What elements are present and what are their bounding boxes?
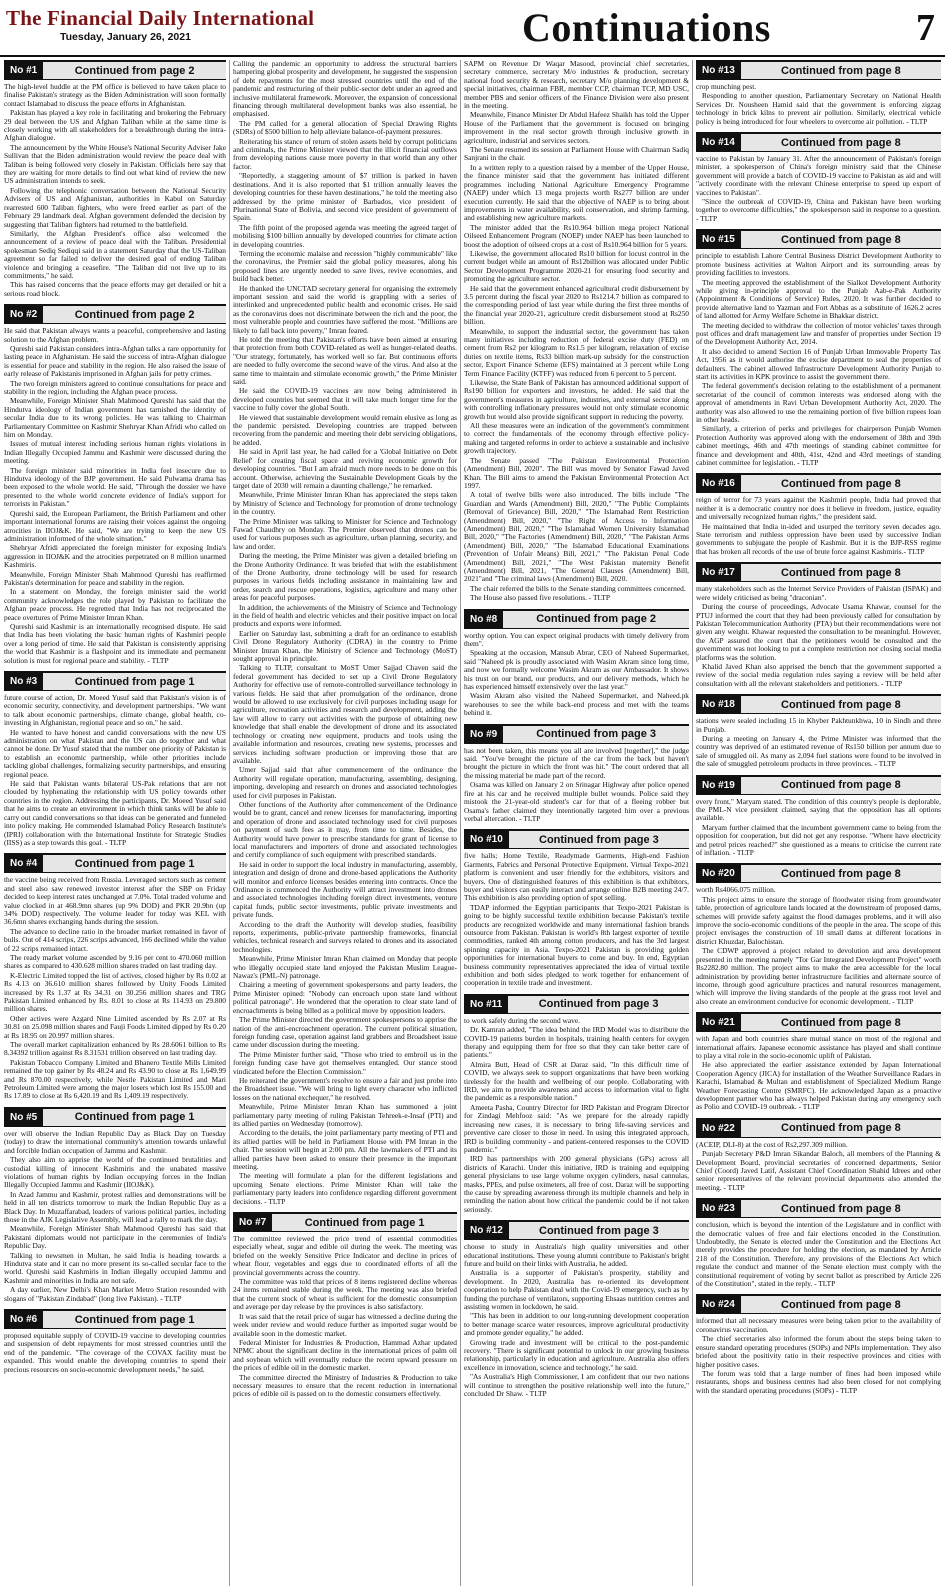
story-paragraph: Almira Butt, Head of CSR at Daraz said, "In this difficult time of COVID, we always seek to support organizations that have been working tirelessly for the health and wellbeing of our people. Collaborating with IRD, we aim to provide awareness and access to information vital to fight the pandemic as a responsible nation." (464, 1059, 689, 1103)
story-number-badge: No #5 (4, 1109, 43, 1126)
story-number-badge: No #4 (4, 855, 43, 872)
column-2 (233, 60, 457, 1586)
story-paragraph: Shehryar Afridi appreciated the foreign minister for exposing India's aggression in IIOJ&K and the atrocities perpetrated on 8 million unarmed Kashmiris. (4, 543, 226, 570)
story-paragraph: reign of terror for 73 years against the Kashmiri people, India had proved that neither it is a democratic country nor does it believe in freedom, justice, equality and universally recognized human rights," the president said. (696, 495, 941, 522)
story-paragraph: K-Electric Limited topped the list of actives, closed higher by Rs 0.02 at Rs 4.13 on 36.610 million shares followed by Unity Foods Limited increased by Rs 1.37 at Rs 34.31 on 30.256 million shares and TRG Pakistan Limited enhanced by Rs. 8.01 to close at Rs 114.93 on 29.800 million shares. (4, 970, 226, 1014)
story-paragraph: He told the meeting that Pakistan's efforts have been aimed at ensuring that protection from both COVID-related as well as hunger-related deaths. "Our strategy, fortunately, has worked well so far. But continuous efforts are needed to fully overcome the second wave of the virus. And also at the same time to maintain and stimulate economic growth," the Prime Minister said. (233, 335, 457, 387)
story-header (464, 609, 689, 629)
story-paragraph: to work safely during the second wave. (464, 1015, 580, 1025)
story-paragraph: He said that the government enhanced agricultural credit disbursement by 3.5 percent during the fiscal year 2020 to Rs1214.7 billion as compared to the corresponding period of last year while during the first three months of the financial year 2020-21, agriculture credit disbursement stood at Rs250 billion. (464, 283, 689, 327)
story-paragraph: many stakeholders such as the Internet Service Providers of Pakistan (ISPAK) and were widely criticised as being "draconian". (696, 584, 941, 602)
story-paragraph: He viewed that sustainable development would remain elusive as long as the pandemic persisted. Developing countries are trapped between recovering from the pandemic and meeting their debt servicing obligations, he added. (233, 412, 457, 447)
story-continued-label: Continued from page 1 (74, 1313, 195, 1326)
story-paragraph: The chair referred the bills to the Senate standing committees concerned. (470, 583, 686, 593)
story-header (4, 60, 226, 80)
story-continued-label: Continued from page 2 (74, 64, 195, 77)
story-paragraph: The Prime Minister further said, "Those who tried to embroil us in the foreign funding case have got themselves entangled. Our stance stood vindicated before the Election Commission." (233, 1049, 457, 1076)
story-paragraph: The Prime Minister was talking to Minister for Science and Technology Fawad Chaudhry on Monday. The Premier observed that drones can be used for various purposes such as agriculture, urban planning, security, and law and order. (233, 516, 457, 551)
column-rule (229, 60, 230, 1586)
story-paragraph: choose to study in Australia's high quality universities and other educational institutions. These young alumni contribute to Pakistan's bright future and build on their links with Australia, he added. (464, 1242, 689, 1268)
story-paragraph: During the meeting, the Prime Minister was given a detailed briefing on the Drone Authority Ordinance. It was briefed that with the establishment of the Drone Authority, drone technology will be used for research purposes in various fields including assistance in maintaining law and order, search and rescue operations, logistics, agriculture and many other areas for peaceful purposes. (233, 551, 457, 603)
story-continued-label: Continued from page 2 (536, 613, 656, 626)
story-paragraph: He wanted to have honest and candid conversations with the new US administration on what Pakistan and the US can do together and what cannot be done. Dr Yusuf stated that the number one priority of Pakistan is to establish an economic partnership, while other priorities include tackling global challenges, formalizing security partnerships, and ensuring regional peace. (4, 727, 226, 779)
story-paragraph: "Since the outbreak of COVID-19, China and Pakistan have been working together to overcome difficulties," the spokesperson said in response to a question. - TLTP (696, 197, 941, 223)
story-paragraph: The minister added that the Rs10.964 billion mega project National Oilseed Enhancement Program (NOEP) under NAEP has been launched to boost the adoption of oilseed crops at a cost of Rs10.964 billion for 5 years. (464, 222, 689, 249)
story-paragraph: This has raised concerns that the peace efforts may get derailed or hit a serious road block. (4, 280, 226, 298)
story-number-badge: No #14 (696, 134, 741, 151)
continuation-story (4, 1107, 226, 1303)
story-paragraph: Osama was killed on January 2 on Srinagar Highway after police opened fire at his car and he received multiple bullet wounds. Police said they mistook the 21-year-old student's car for that of a fleeing robber but Osama's father claimed they intentionally targeted him over a previous verbal altercation. - TLTP (464, 780, 689, 823)
story-paragraph: The foreign minister said minorities in India feel insecure due to Hindutva ideology of the BJP government. He said Pulwama drama has been exposed to the whole world. He said, "Through the dossier we have presented to the whole world concrete evidence of India's support for terrorists in Pakistan." (4, 465, 226, 509)
story-paragraph: five halls; Home Textile, Readymade Garments, High-end Fashion Garments, Fabrics and Personal Protective Equipment. Virtual Texpo-2021 platform is convenient and user friendly for the exhibitors, visitors and buyers. One of distinguished features of this exhibition is that exhibitors, buyer and visitors can easily interact and arrange online B2B meeting 24/7. This exhibition is also providing option of spot selling. (464, 851, 689, 903)
story-number-badge: No #23 (696, 1200, 741, 1217)
story-header (696, 473, 941, 493)
story-continued-label: Continued from page 8 (781, 233, 901, 246)
story-number-badge: No #2 (4, 306, 43, 323)
continuation-story (696, 473, 941, 556)
story-paragraph: Responding to another question, Parliamentary Secretary on National Health Services Dr. Nousheen Hamid said that the government is enforcing zigzag technology in brick kilns to prevent air pollution. Similarly, electrical vehicle policy is being introduced for four wheelers to overcome air pollution. - TLTP (696, 91, 941, 126)
story-continued-label: Continued from page 8 (781, 1016, 901, 1029)
story-paragraph: The fifth point of the proposed agenda was meeting the agreed target of mobilising $100 billion annually by developed countries for climate action in developing countries. (233, 222, 457, 249)
story-header (696, 1294, 941, 1314)
story-header (464, 724, 689, 744)
continuation-story (696, 1012, 941, 1112)
story-paragraph: Federal Minister for Industries & Production, Hammad Azhar updated NPMC about the significant decline in the international prices of palm oil and soybean which will eventually reduce the recent upward pressure on the prices of edible oil in the domestic market. (233, 1337, 457, 1373)
continuation-story (4, 304, 226, 665)
story-continued-label: Continued from page 1 (304, 1216, 425, 1229)
story-continued-label: Continued from page 3 (539, 1224, 659, 1237)
continuation-story (4, 671, 226, 847)
story-paragraph: According to the draft the Authority will develop studies, feasibility reports, experiments, public-private partnership frameworks, financial vehicles, technical research and surveys related to drones and its associated technologies. (233, 919, 457, 954)
story-paragraph: Wasim Akram also visited the Naheed Supermarket, and Naheed.pk warehouses to see the while back-end process and met with the teams behind it. (464, 691, 689, 718)
continuation-story (696, 1294, 941, 1395)
story-paragraph: SAPM on Revenue Dr Waqar Masood, provincial chief secretaries, secretary commerce, secretary M/o industries & production, secretary national food security & research, secretary M/o planning development & special initiatives, chairman FBR, member CCP, chairman TCP, MD USC, member PBS and senior officers of the Finance Division were also present in the meeting. (464, 60, 689, 111)
story-paragraph: Dr. Kamran added, "The idea behind the IRD Model was to distribute the COVID-19 patients burden in hospitals, training health centers for oxygen therapy and equipping them for free so that they can take better care of patients." (464, 1025, 689, 1060)
story-paragraph: over will observe the Indian Republic Day as Black Day on Tuesday (today) to draw the international community's attention towards unlawful and forcible Indian occupation of Jammu and Kashmir. (4, 1128, 226, 1155)
story-paragraph: Pakistan has played a key role in facilitating and brokering the February 29 deal between the US and Afghan Taliban while at the same time is closely working with all stakeholders for a breakthrough during the intra-Afghan dialogue. (4, 108, 226, 143)
story-continued-label: Continued from page 8 (781, 477, 901, 490)
story-number-badge: No #21 (696, 1014, 741, 1031)
story-paragraph: The overall market capitalization enhanced by Rs 28.6061 billion to Rs 8.34392 trillion against Rs 8.31531 trillion observed on last trading day. (4, 1040, 226, 1058)
story-paragraph: Issues of mutual interest including serious human rights violations in Indian Illegally Occupied Jammu and Kashmir were discussed during the meeting. (4, 439, 226, 466)
story-paragraph: The meeting approved the establishment of the Sialkot Development Authority while giving in-principle approval to the Punjab Aab-e-Pak Authority (Appointment & Conditions of Service) Rules, 2020. It was further decided to provide alternative land to Yazman and Fort Abbas as a substitute of 1626.2 acres of land allotted for Army Welfare Scheme in Bhakkar district. (696, 277, 941, 321)
story-header (4, 1309, 226, 1329)
story-number-badge: No #7 (233, 1214, 272, 1231)
story-paragraph: Ameeta Pasha, Country Director for IRD Pakistan and Program Director for Zindagi Mehfooz said: "As we prepare for the already rapidly increasing new cases, it is necessary to bring life-saving services and preventive care closer to those in need. In using this integrated approach, IRD is building community - and patient-centered responses to the COVID pandemic." (464, 1102, 689, 1154)
story-header (696, 1118, 941, 1138)
story-continued-label: Continued from page 8 (781, 136, 901, 149)
story-paragraph: It was said that the retail price of sugar has witnessed a decline during the week under review and would reduce further as imported sugar would be available soon in the domestic market. (233, 1311, 457, 1338)
story-number-badge: No #19 (696, 777, 741, 794)
story-paragraph: Qureshi said Kashmir is an internationally recognised dispute. He said that India has been violating the basic human rights of Kashmiri people over a long period of time. He said that Pakistan is consistently apprising the world that Kashmir is a flashpoint and its immediate and permanent solution is must for regional peace and stability. - TLTP (4, 621, 226, 665)
story-paragraph: Umer Sajjad said that after commencement of the ordinance the Authority will regulate operation, manufacturing, assembling, designing, importing, developing and research on drones and associated technologies used for civil purposes in Pakistan. (233, 765, 457, 800)
column-rule (692, 60, 693, 1586)
story-paragraph: Meanwhile, Prime Minister Imran Khan has summoned a joint parliamentary party meeting of ruling Pakistan Tehreek-e-Insaf (PTI) and its allied parties on Wednesday (tomorrow). (233, 1102, 457, 1128)
story-paragraph: IRD has partnerships with 200 general physicians (GPs) across all districts of Karachi. Under this initiative, IRD is training and equipping general physicians to use large volume oxygen cylinders, nasal cannulas, masks, PPEs, and pulse oximeters, all free of cost. Daraz will be supporting the cause by spreading awareness through its multiple channels and help in reminding the nation about how critical the pandemic could be if not taken seriously. (464, 1154, 689, 1214)
story-paragraph: Khalid Javed Khan also apprised the bench that the government supported a review of the social media regulation rules saying a review will be held after consultation with all the relevant stakeholders and petitioners. - TLTP (696, 661, 941, 688)
story-number-badge: No #12 (464, 1222, 509, 1239)
column-1 (4, 60, 226, 1586)
story-paragraph: conclusion, which is beyond the intention of the Legislature and in conflict with the democratic values of free and fair elections encoded in the Constitution. Undoubtedly, the Senate is elected under the Constitution and the Elections Act merely provides the procedure for holding the election, as mandated by Article 218 of the Constitution. Therefore, any provisions of the Elections Act which regulate the conduct and manner of the Senate election must comply with the constitutional requirement of voting by secret ballot as prescribed by Article 226 of the Constitution", stated in the reply. - TLTP (696, 1220, 941, 1289)
story-paragraph: The CDWP approved a project related to devolution and area development presented in the meeting namely "Tor Gar Integrated Development Project" worth Rs2282.80 million. The project aims to make the area accessible for the local administration by providing better infrastructure facilities and alternate source of income, through good agriculture practices and natural resources management, which will improve the living standards of the people at the grass root level and also create an environment conducive for economic development. - TLTP (696, 946, 941, 1006)
story-header (696, 229, 941, 249)
story-paragraph: During a meeting on January 4, the Prime Minister was informed that the country was deprived of an estimated revenue of Rs150 billion per annum due to sale of smuggled oil. As many as 2,094 fuel stations were found to be involved in the sale of smuggled petroleum products in three provinces. - TLTP (696, 733, 941, 769)
newspaper-logo: The Financial Daily International (6, 6, 315, 30)
continuation-story (696, 562, 941, 688)
story-paragraph: "As Australia's High Commissioner, I am confident that our two nations will continue to strengthen the positive relationship well into the future," concluded Dr Shaw. - TLTP (464, 1372, 689, 1399)
continuation-story (4, 60, 226, 298)
story-number-badge: No #13 (696, 62, 741, 79)
story-paragraph: The ready market volume ascended by 9.16 per cent to 470.060 million shares as compared to 430.628 million shares traded on last trading day. (4, 952, 226, 971)
story-paragraph: TDAP informed the Egyptian participants that Texpo-2021 Pakistan is going to be highly successful textile exhibition because Pakistan's textile products are recognized worldwide and many international fashion brands outsource from Pakistan. Pakistan is world's 8th largest exporter of textile commodities, ranked 4th among cotton producers, and has the 3rd largest spinning capacity in Asia. Texpo-2021 Pakistan is providing golden opportunities for international buyers to come and buy. In end, Egyptian business community representatives appreciated the idea of virtual textile exhibition and both sides pledged to work together for enhancement of cooperation in textile trade and investment. (464, 902, 689, 988)
story-paragraph: He said in order to support the local industry in manufacturing, assembly, integration and design of drone and drone-based applications the Authority will monitor and enforce licenses besides entering into contracts. Once the Ordinance is commenced the Authority will attract investment into drones and associated technologies including foreign direct investments, venture capital funds, public sector investments, public private investments and private funds. (233, 859, 457, 920)
story-paragraph: He maintained that India in-ided and usurped the territory seven decades ago. State terrorism and ruthless oppression have been used by successive Indian governments to subjugate the people of Kashmir. But it is the BJP-RSS regime that has broken all records of the use of brute force against Kashmiris.- TLTP (696, 521, 941, 556)
story-number-badge: No #8 (464, 611, 503, 628)
story-paragraph: The meeting will formulate a plan for the different legislations and upcoming Senate elections. Prime Minister Khan will take the parliamentary party leaders into confidence regarding different government decisions. - TLTP (233, 1171, 457, 1206)
story-paragraph: According to the details, the joint parliamentary party meeting of PTI and its allied parties will be held in Parliament House with PM Imran in the chair. The session will begin at 2:00 pm. All the lawmakers of PTI and its allied parties have been asked to ensure their presence in the important meeting. (233, 1128, 457, 1171)
masthead (0, 0, 945, 57)
story-number-badge: No #24 (696, 1296, 741, 1313)
continuation-story (696, 229, 941, 467)
story-paragraph: The committee directed the Ministry of Industries & Production to take necessary measures to ensure that the recent reduction in international prices of edible oil is passed on to the domestic consumers effectively. (233, 1372, 457, 1399)
story-continued-label: Continued from page 8 (781, 779, 901, 792)
story-continued-label: Continued from page 8 (781, 1202, 901, 1215)
story-paragraph: "This has been in addition to our long-running development cooperation to better manage scarce water resources, improve agricultural productivity and promote gender equality," he added. (464, 1311, 689, 1338)
story-paragraph: The PM called for a general allocation of Special Drawing Rights (SDRs) of $500 billion to help alleviate balance-of-payment pressures. (233, 118, 457, 137)
section-title: Continuations (522, 5, 771, 50)
story-paragraph: Growing trade and investment will be critical to the post-pandemic recovery. "There is significant potential to unlock in our growing business relationship, particularly in education and agriculture. Australia also offers excellence in innovation, science and technology," he said. (464, 1337, 689, 1372)
story-continued-label: Continued from page 3 (536, 728, 656, 741)
story-paragraph: the vaccine being received from Russia. Leveraged sectors such as cement and steel also saw renewed investor interest after the SBP on Friday decided to keep interest rates unchanged at 7.0%. Total traded volume and value clocked in at 468.9mn shares (up 9% DOD) and PKR 20.9bn (up 34% DOD) respectively. The volume leader for today was KEL with 36.6mn shares exchanging hands during the session. (4, 875, 226, 927)
story-paragraph: The meeting decided to withdraw the collection of motor vehicles' taxes through post offices and draft management law and transfer of properties under Section 19 of the Development Authority Act, 2014. (696, 320, 941, 347)
story-paragraph: All these measures were an indication of the government's commitment to correct the fundamentals of the economy through effective policy-making and targeted reforms in order to achieve a sustainable and inclusive growth trajectory. (464, 421, 689, 456)
story-paragraph: with Japan and both countries share mutual stance on most of the regional and international affairs. Japanese economic assistance has played and shall continue to play a vital role in the socio-economic uplift of Pakistan. (696, 1034, 941, 1060)
story-paragraph: Qureshi said Pakistan considers intra-Afghan talks a rare opportunity for lasting peace in Afghanistan. He said the success of intra-Afghan dialogue is essential for peace and stability in the region. He also raised the issue of early release of Pakistanis imprisoned in Afghan jails for petty crimes. (4, 343, 226, 379)
story-paragraph: Likewise, the State Bank of Pakistan has announced additional support of Rs190 billion for exporters and investors, he added. He said that the government's measures in agriculture, industries, and external sector along with controlling inflationary pressures would not only stimulate economic growth but would also provide significant support in reducing the poverty. (464, 378, 689, 421)
story-paragraph: The forum was told that a large number of fines had been imposed while restaurants, shops and business centres had also been closed for not complying with the standard operating procedures (SOPs) - TLTP (696, 1368, 941, 1395)
continuation-story (696, 132, 941, 223)
story-paragraph: Meanwhile, to support the industrial sector, the government has taken many initiatives including reduction of federal excise duty (FED) on cement from Rs2 per kilogram to Rs1.5 per kilogram, relaxation of excise duties on textile items, Rs33 billion mark-up subsidy for the construction sector, Export Finance Scheme (EFS) maintained at 3 percent while Long Term Finance Facility (KTFF) was reduced from 6 percent to 5 percent. (464, 326, 689, 378)
story-paragraph: During the course of proceedings, Advocate Usama Khawar, counsel for the PTUJ informed the court that they had been previously called for consultation by Pakistan Telecommunication Authority (PTA) but their recommendations were not given any weight. Khawar requested the consultation to be meaningful. However, the AGP assured the court that the petitioners would be consulted and the government was not looking to put a complete restriction nor closing social media platforms was the solution. (696, 602, 941, 662)
story-header (696, 132, 941, 152)
story-continued-label: Continued from page 1 (74, 1111, 195, 1124)
story-paragraph: He said the COVID-19 vaccines are now being administered in developed countries but seemed that it will take much longer time for the vaccine to fully cover the global South. (233, 386, 457, 413)
story-paragraph: every front," Maryam stated. The condition of this country's people is deplorable, the PML-N vice president claimed, saying that the opposition has all options available. (696, 796, 941, 823)
column-3 (464, 60, 689, 1586)
story-paragraph: The committee reviewed the price trend of essential commodities especially wheat, sugar and edible oil during the week. The meeting was briefed on the weekly Sensitive Price Indicator and decline in prices of wheat flour, vegetables and eggs due to coordinated efforts of all the provincial governments across the country. (233, 1234, 457, 1277)
story-header (696, 863, 941, 883)
story-paragraph: It also decided to amend Section 16 of Punjab Urban Immovable Property Tax Act, 1956 as it would authorise the excise department to seal the properties of defaulters. The cabinet allowed Infrastructure Development Authority Punjab to start its activities in KPK province to assist the government there. (696, 346, 941, 381)
story-paragraph: He also appreciated the earlier assistance extended by Japan International Cooperation Agency (JICA) for installation of the Weather Surveillance Radars in Karachi, Islamabad & Multan and establishment of Specialized Medium Range Weather Forecasting Centre (SMRFC). He acknowledged Japan as a proactive development partner who has always helped Pakistan during any emergency such as Polio and COVID-19 outbreak. - TLTP (696, 1060, 941, 1112)
story-paragraph: Meanwhile, Prime Minister Imran Khan has appreciated the steps taken by Ministry of Science and Technology for promotion of drone technology in the country. (233, 490, 457, 517)
continuation-story (696, 60, 941, 126)
story-paragraph: worth Rs4066.075 million. (696, 885, 776, 895)
story-number-badge: No #20 (696, 865, 741, 882)
story-continued-label: Continued from page 8 (781, 1122, 901, 1135)
story-paragraph: Other actives were Azgard Nine Limited ascended by Rs 2.07 at Rs 30.81 on 25.098 million shares and Fauji Foods Limited dipped by Rs 0.20 at Rs 18.95 on 20.997 million shares. (4, 1013, 226, 1040)
continuation-story (4, 1309, 226, 1374)
story-paragraph: They also aim to apprise the world of the continued brutalities and custodial killing of innocent Kashmiris and the unabated massive violations of human rights by Indian occupying forces in the Indian Illegally Occupied Jammu and Kashmir (IIOJ&K). (4, 1155, 226, 1190)
continuation-story (696, 694, 941, 768)
story-header (696, 1012, 941, 1032)
story-paragraph: The federal government's decision relating to the establishment of a permanent secretariat of the council of common interests was endorsed along with the approval of amendments in Ravi Urban Development Authority Act, 2020. The authority was also allowed to use the remaining portion of five billion rupees loan in other heads. (696, 381, 941, 424)
continuation-story (696, 1118, 941, 1192)
story-paragraph: This project aims to ensure the storage of floodwater rising from groundwater table, protection of agriculture lands located at the downstream of proposed dams, schemes will provide safety against the flood damages problems, and it will also improve the socio-economic conditions of the people in the area. The scope of this project envisages the construction of 10 small dams at different locations in district Khuzdar, Balochistan. (696, 894, 941, 946)
page-number: 7 (916, 7, 935, 49)
story-header (4, 853, 226, 873)
story-number-badge: No #22 (696, 1120, 741, 1137)
story-header (4, 1107, 226, 1127)
story-continued-label: Continued from page 3 (538, 998, 659, 1011)
story-paragraph: Likewise, the government allocated Rs10 billion for locust control in the current budget while an amount of Rs12billion was allocated under Public Sector Development Programme 2020-21 for ensuring food security and promoting the agriculture sector. (464, 248, 689, 284)
story-number-badge: No #16 (696, 475, 741, 492)
story-paragraph: He said in April last year, he had called for a 'Global Initiative on Debt Relief' for creating fiscal space and reviving economic growth for developing countries. "But I am afraid much more needs to be done on this account. Otherwise, achieving the Sustainable Development Goals by the target date of 2030 will remain a daunting challenge," he remarked. (233, 447, 457, 490)
continuation-story (464, 1220, 689, 1398)
story-continued-label: Continued from page 8 (781, 64, 901, 77)
continuation-story (696, 1198, 941, 1288)
story-header (464, 829, 689, 849)
story-paragraph: The Senate passed "The Pakistan Environmental Protection (Amendment) Bill, 2020". The Bill was moved by Senator Fawad Javed Khan. The Bill aims to amend the Pakistan Environmental Protection Act 1997. (464, 455, 689, 490)
story-continued-label: Continued from page 8 (781, 698, 901, 711)
story-continued-label: Continued from page 8 (781, 1298, 901, 1311)
story-paragraph: Calling the pandemic an opportunity to address the structural barriers hampering global prosperity and development, he suggested the suspension of debt repayments for the most stressed countries until the end of the pandemic and restructuring of their public-sector debt under an agreed and inclusive multilateral framework. Moreover, the expansion of concessional financing through multilateral development banks was also essential, he emphasised. (233, 60, 457, 119)
story-paragraph: The advance to decline ratio in the broader market remained in favor of bulls. Out of 414 scrips, 226 scrips advanced, 166 declined while the value of 22 scrips remained intact. (4, 926, 226, 953)
story-paragraph: future course of action, Dr. Moeed Yusuf said that Pakistan's vision is of economic security, connectivity, and development partnerships. "We want to talk about economic partnerships, climate change, global health, co-investing in Afghanistan, regional peace and so on," he said. (4, 693, 226, 728)
story-paragraph: Meanwhile, Prime Minister Imran Khan claimed on Monday that people who illegally occupied state land enjoyed the Pakistan Muslim League-Nawaz's (PML-N) patronage. (233, 954, 457, 981)
story-paragraph: worthy option. You can expect original products with timely delivery from them". (464, 630, 689, 648)
story-number-badge: No #6 (4, 1311, 43, 1328)
story-header (4, 304, 226, 324)
story-paragraph: The high-level huddle at the PM office is believed to have taken place to finalise Pakistan's strategy as the Biden Administration will soon formally contact Islamabad to discuss the peace efforts in Afghanistan. (4, 82, 226, 108)
story-number-badge: No #3 (4, 673, 43, 690)
story-number-badge: No #9 (464, 726, 503, 743)
story-paragraph: proposed equitable supply of COVID-19 vaccine to developing countries and suspension of debt repayments for most stressed countries until the end of the pandemic. "The coverage of the COVAX facility must be expanded. This would enable the developing countries to spend their precious resources on socio-economic development needs," he said. (4, 1331, 226, 1374)
story-continued-label: Continued from page 8 (781, 867, 901, 880)
story-header (233, 1212, 457, 1232)
story-paragraph: In a written reply to a question raised by a member of the Upper House, the finance minister said that the government has initiated different programmes including National Agriculture Emergency Programme (NAEP) under which 13 mega projects worth Rs277 billion are under execution currently. He said that the objective of NAEP is to bring about improvements in water availability, soil conservation, and shrimp farming, and establishing new agriculture markets. (464, 162, 689, 223)
story-number-badge: No #17 (696, 564, 741, 581)
story-paragraph: (ACEIP, DLI-8) at the cost of Rs2,297.309 million. (696, 1139, 848, 1149)
story-paragraph: A total of twelve bills were also introduced. The bills include "The Guardian and Wards (Amendment) Bill, 2020," "The Public Complaints (Removal of Grievance) Bill, 2020," "The Islamabad Rent Restriction (Amendment) Bill, 2020," "The Right of Access to Information (Amendment) Bill, 2020," "The Islamabad Women University Islamabad Bill, 2020," "The Factories (Amendment) Bill, 2020," "The Pakistan Arms (Amendment) Bill, 2020," "The Islamabad Educational Examinations (Prevention of Unfair Means) Bill, 2021," "The Pakistan Penal Code (Amendment) Bill, 2021," "The West Pakistan maternity Benefit (Amendment) Bill, 2021, "The General Clauses (Amendment) Bill, 2021"and "The criminal laws (Amendment) Bill, 2020. (464, 490, 689, 584)
story-paragraph: Speaking at the occasion, Mansub Abrar, CEO of Naheed Supermarket, said "Naheed pk is proudly associated with Wasim Akram since long time, and now we formally welcome Wasim Akram as our Ambassador. It shows his trust on our brand, our products, and our delivery methods, which he has experienced himself extensively over the last year." (464, 648, 689, 692)
story-paragraph: Meanwhile, Foreign Minister Shah Mahmood Qureshi has said that Pakistani diplomats would not participate in the ceremonies of India's Republic Day. (4, 1224, 226, 1251)
story-paragraph: The Prime Minister directed the government spokespersons to apprise the nation of the anti-encroachment operation. The current political situation, foreign funding case, operation against land grabbers and Broadsheet issue came under discussion during the meeting. (233, 1015, 457, 1050)
story-continued-label: Continued from page 2 (74, 308, 195, 321)
story-number-badge: No #18 (696, 696, 741, 713)
story-paragraph: Chairing a meeting of government spokespersons and party leaders, the Prime Minister opined: "Nobody can encroach upon state land without political patronage". He wondered that the operation to clear state land of encroachments is being billed as a political move by opposition leaders. (233, 980, 457, 1015)
story-paragraph: A day earlier, New Delhi's Khan Market Metro Station resounded with slogans of "Pakistan Zindabad" (long live Pakistan). - TLTP (4, 1285, 226, 1303)
story-paragraph: The House also passed five resolutions. - TLTP (470, 593, 610, 603)
story-continued-label: Continued from page 1 (74, 857, 195, 870)
column-rule (460, 60, 461, 1586)
story-paragraph: stations were sealed including 15 in Khyber Pakhtunkhwa, 10 in Sindh and three in Punjab. (696, 716, 941, 734)
story-paragraph: In Azad Jammu and Kashmir, protest rallies and demonstrations will be held in all ten districts tomorrow to mark the Indian Republic Day as a Black Day. In Muzaffarabad, leaders of various political parties, including those in the AJK Legislative Assembly, will lead a rally to mark the day. (4, 1189, 226, 1224)
story-paragraph: The announcement by the White House's National Security Adviser Jake Sullivan that the Biden administration would review the peace deal with Taliban is being followed very closely in Pakistan. Officials here say that they are waiting for more details to find out what kind of review the new US administration intends to seek. (4, 142, 226, 186)
story-paragraph: Terming the economic malaise and recession "highly communicable" like the coronavirus, the Premier said the global policy measures, along his proposed lines are urgently needed to save lives, revive economies, and build back better. (233, 248, 457, 284)
story-paragraph: Meanwhile, Finance Minister Dr Abdul Hafeez Shaikh has told the Upper House of the Parliament that the government is focused on bringing improvement in the real sector growth through inclusive growth in agriculture, industrial and services sectors. (464, 110, 689, 145)
continuation-story (4, 853, 226, 1101)
story-paragraph: The chief secretaries also informed the forum about the steps being taken to ensure standard operating procedures (SOPs) and NPIs implementation. They also briefed about the positivity ratio in their respective provinces and cities with higher positive cases. (696, 1334, 941, 1369)
continuation-story (464, 829, 689, 988)
story-paragraph: Following the telephonic conversation between the National Security Advisers of US and Afghanistan, authorities in Kabul on Saturday rearrested 600 Taliban fighters, who were freed earlier as part of the February 29 landmark deal. Afghan government defended the decision by suggesting that Taliban fighters had returned to the battlefield. (4, 185, 226, 229)
story-paragraph: Pakistan Tobacco Company Limited and Bhanero Textile Mills Limited remained the top gainer by Rs 48.24 and Rs 43.90 to close at Rs 1,649.99 and Rs 870.00 respectively, while Nestle Pakistan Limited and Mari Petroleum Limited were among the major losers which lost Rs 155.00 and Rs 17.89 to close at Rs 6,420.19 and Rs 1,409.19 respectively. (4, 1057, 226, 1101)
story-paragraph: has not been taken, this means you all are involved [together]," the judge said. "You've brought the picture of the car from the back but haven't brought the picture in which the front was hit." The court ordered that all the missing material be made part of the record. (464, 745, 689, 780)
story-number-badge: No #15 (696, 231, 741, 248)
story-paragraph: He said that Pakistan always wants a peaceful, comprehensive and lasting solution to the Afghan problem. (4, 326, 226, 344)
story-paragraph: He thanked the UNCTAD secretary general for organising the extremely important session and said the world is grappling with a series of interlinked and unprecedented public health and economic crises. He said as the coronavirus does not discriminate between the rich and the poor, the most vulnerable people and countries have suffered the most. "Millions are likely to fall back into poverty," Imran feared. (233, 283, 457, 335)
story-number-badge: No #1 (4, 62, 43, 79)
story-header (464, 994, 689, 1014)
story-paragraph: Meanwhile, Foreign Minister Shah Mahmood Qureshi has reaffirmed Pakistan's determination for peace and stability in the region. (4, 569, 226, 587)
story-paragraph: Similarly, the Afghan President's office also welcomed the announcement of a review of peace deal with the Taliban. Presidential spokesman Sediq Sediqqi said in a statement Saturday that the US-Taliban agreement so far failed to deliver the desired goal of ending Taliban violence and bringing a ceasefire. "The Taliban did not live up to its commitments," he said. (4, 228, 226, 280)
continuation-story (464, 994, 689, 1214)
story-number-badge: No #11 (464, 996, 508, 1013)
continuation-story (464, 60, 689, 603)
story-continued-label: Continued from page 1 (74, 675, 195, 688)
story-paragraph: Earlier on Saturday last, submitting a draft for an ordinance to establish Civil Drone Regulatory Authority (CDRA) in the country to Prime Minister Imran Khan, the Ministry of Science and Technology (MoST) sought approval in principle. (233, 628, 457, 664)
story-paragraph: He said that Pakistan wants bilateral US-Pak relations that are not clouded by hyphenating the relationship with US policy towards other countries in the region. Addressing the participants, Dr. Moeed Yusuf said that he aims to create an environment in which think tanks will be able to carry out candid conversations so that ideas can be generated and funneled into policy making. He commended Islamabad Policy Research Institute's (IPRI) collaboration with the International Institute for Strategic Studies (IISS) as a step towards this goal. - TLTP (4, 779, 226, 847)
story-paragraph: Australia is a supporter of Pakistan's prosperity, stability and development. In 2020, Australia has re-oriented its development cooperation to help Pakistan deal with the Covid-19 emergency, such as by funding the purchase of ventilators, supporting Ehsaas nutrition centres and assisting women in lockdown, he said. (464, 1268, 689, 1311)
story-header (696, 562, 941, 582)
story-paragraph: principle to establish Lahore Central Business District Development Authority to promote business activities at Walton Airport and its surrounding areas by providing facilities to investors. (696, 251, 941, 278)
story-number-badge: No #10 (464, 831, 509, 848)
continuation-story (696, 863, 941, 1006)
story-header (4, 671, 226, 691)
story-paragraph: He reiterated the government's resolve to ensure a fair and just probe into the Broadsheet issue. "We will bring to light every character who inflicted losses on the national exchequer," he resolved. (233, 1075, 457, 1102)
issue-date: Tuesday, January 26, 2021 (60, 31, 191, 43)
continuation-story (233, 1212, 457, 1399)
story-paragraph: The Senate resumed its session at Parliament House with Chairman Sadiq Sanjrani in the chair. (464, 145, 689, 163)
story-paragraph: Other functions of the Authority after commencement of the Ordinance would be to grant, cancel and renew licenses for manufacturing, importing and operation of drone and associated technology used for civil purposes on payment of such fees as it may, from time to time. Besides, the Authority would have power to prescribe standards for grant of license to local manufacturers and importers of drone and associated technologies and certify compliance of such equipment with prescribed standards. (233, 799, 457, 860)
story-header (696, 60, 941, 80)
story-paragraph: Maryam further claimed that the incumbent government came to being from the opposition for cooperation, but did not get any response. "Where have electricity and petrol prices reached?" she questioned as a means to criticise the current rate of inflation. - TLTP (696, 822, 941, 858)
story-header (696, 775, 941, 795)
story-paragraph: Meanwhile, Foreign Minister Shah Mahmood Qureshi has said that the Hindutva ideology of Indian government has tarnished the identity of secular India due to its wrong policies. He was talking to Chairman Parliamentary Committee on Kashmir Shehryar Khan Afridi who called on him on Monday. (4, 396, 226, 440)
story-paragraph: Reiterating his stance of return of stolen assets held by corrupt politicians and criminals, the Prime Minister viewed that the illicit financial outflows from developing nations cause more poverty in that world than any other factor. (233, 136, 457, 171)
story-paragraph: Talking to newsmen in Multan, he said India is heading towards a Hindutva state and it can no more present its so-called secular face to the world. Qureshi said Kashmiris in Indian illegally occupied Jammu and Kashmir and minorities in India are not safe. (4, 1250, 226, 1285)
story-continued-label: Continued from page 3 (539, 833, 659, 846)
story-header (696, 694, 941, 714)
story-paragraph: The committee was told that prices of 8 items registered decline whereas 24 items remained stable during the week. The meeting was also briefed that the current stock of wheat is sufficient for the domestic consumption and average per day release by the provinces is also satisfactory. (233, 1277, 457, 1312)
story-paragraph: In a statement on Monday, the foreign minister said the world community acknowledges the role played by Pakistan to facilitate the Afghan peace process. He regretted that India has not reciprocated the peace overtures of Prime Minister Imran Khan. (4, 587, 226, 622)
continuation-story (464, 724, 689, 824)
story-paragraph: In addition, the achievements of the Ministry of Science and Technology in the field of health and electric vehicles and their positive impact on local products and exports were informed. (233, 602, 457, 629)
column-4 (696, 60, 941, 1586)
story-header (464, 1220, 689, 1240)
story-paragraph: Talking to TLTP, consultant to MoST Umer Sajjad Chaven said the federal government has decided to set up a Civil Drone Regulatory Authority for effective use of remote-controlled surveillance technology in various fields. He said that after promulgation of the ordinance, drone would be allowed to use exclusively for civil purposes including usage for agriculture, recreation activities and research and development, adding the law will allow to carry out activities with the purpose of obtaining new knowledge that shall enable the development of drone and its associated technology or creating new equipment, products and tools using the available information and resources, creating new systems, processes and services including software production or improving those that are available. (233, 663, 457, 765)
story-paragraph: vaccine to Pakistan by January 31. After the announcement of Pakistan's foreign minister, a spokesperson of China's foreign ministry said that the Chinese government will provide a batch of COVID-19 vaccine to Pakistan as aid and will "actively coordinate with the relevant Chinese enterprise to speed up export of vaccines to Pakistan". (696, 154, 941, 197)
story-paragraph: Punjab Secretary P&D Imran Sikandar Baloch, all members of the Planning & Development Board, provincial secretaries of concerned departments, Senior Chief (Coord) Javed Latif, Assistant Chief Coordination Shahid Idrees and other senior representatives of the relevant provincial departments also attended the meeting. - TLTP (696, 1149, 941, 1192)
story-paragraph: "Reportedly, a staggering amount of $7 trillion is parked in haven destinations. And it is also reported that $1 trillion annually leaves the developing countries for these haven destinations," he told the meeting also addressed by the prime minister of Barbados, vice president of Plurinational State of Bolivia, and second vice president of government of Spain. (233, 171, 457, 223)
story-continued-label: Continued from page 8 (781, 566, 901, 579)
story-paragraph: informed that all necessary measures were being taken prior to the availability of coronavirus vaccination. (696, 1316, 941, 1334)
continuation-story (233, 60, 457, 1206)
story-paragraph: The two foreign ministers agreed to continue consultations for peace and stability in the region, including the Afghan peace process. (4, 378, 226, 396)
story-header (696, 1198, 941, 1218)
story-paragraph: Similarly, a criterion of perks and privileges for chairperson Punjab Women Protection Authority was approved along with the endorsement of 38th and 39th cabinet meetings, 46th and 47th meetings of standing cabinet committee for finance and development and 40th, 41st, 42nd and 43rd meetings of standing cabinet committee for legislation. - TLTP (696, 424, 941, 468)
story-paragraph: crop munching pest. (696, 82, 757, 91)
continuation-story (464, 609, 689, 718)
continuation-story (696, 775, 941, 858)
story-paragraph: Qureshi said, the European Parliament, the British Parliament and other important international forums are raising their voices against the ongoing atrocities in IIOJ&K. He said, "We are trying to keep the new US administration informed of the whole situation." (4, 508, 226, 543)
